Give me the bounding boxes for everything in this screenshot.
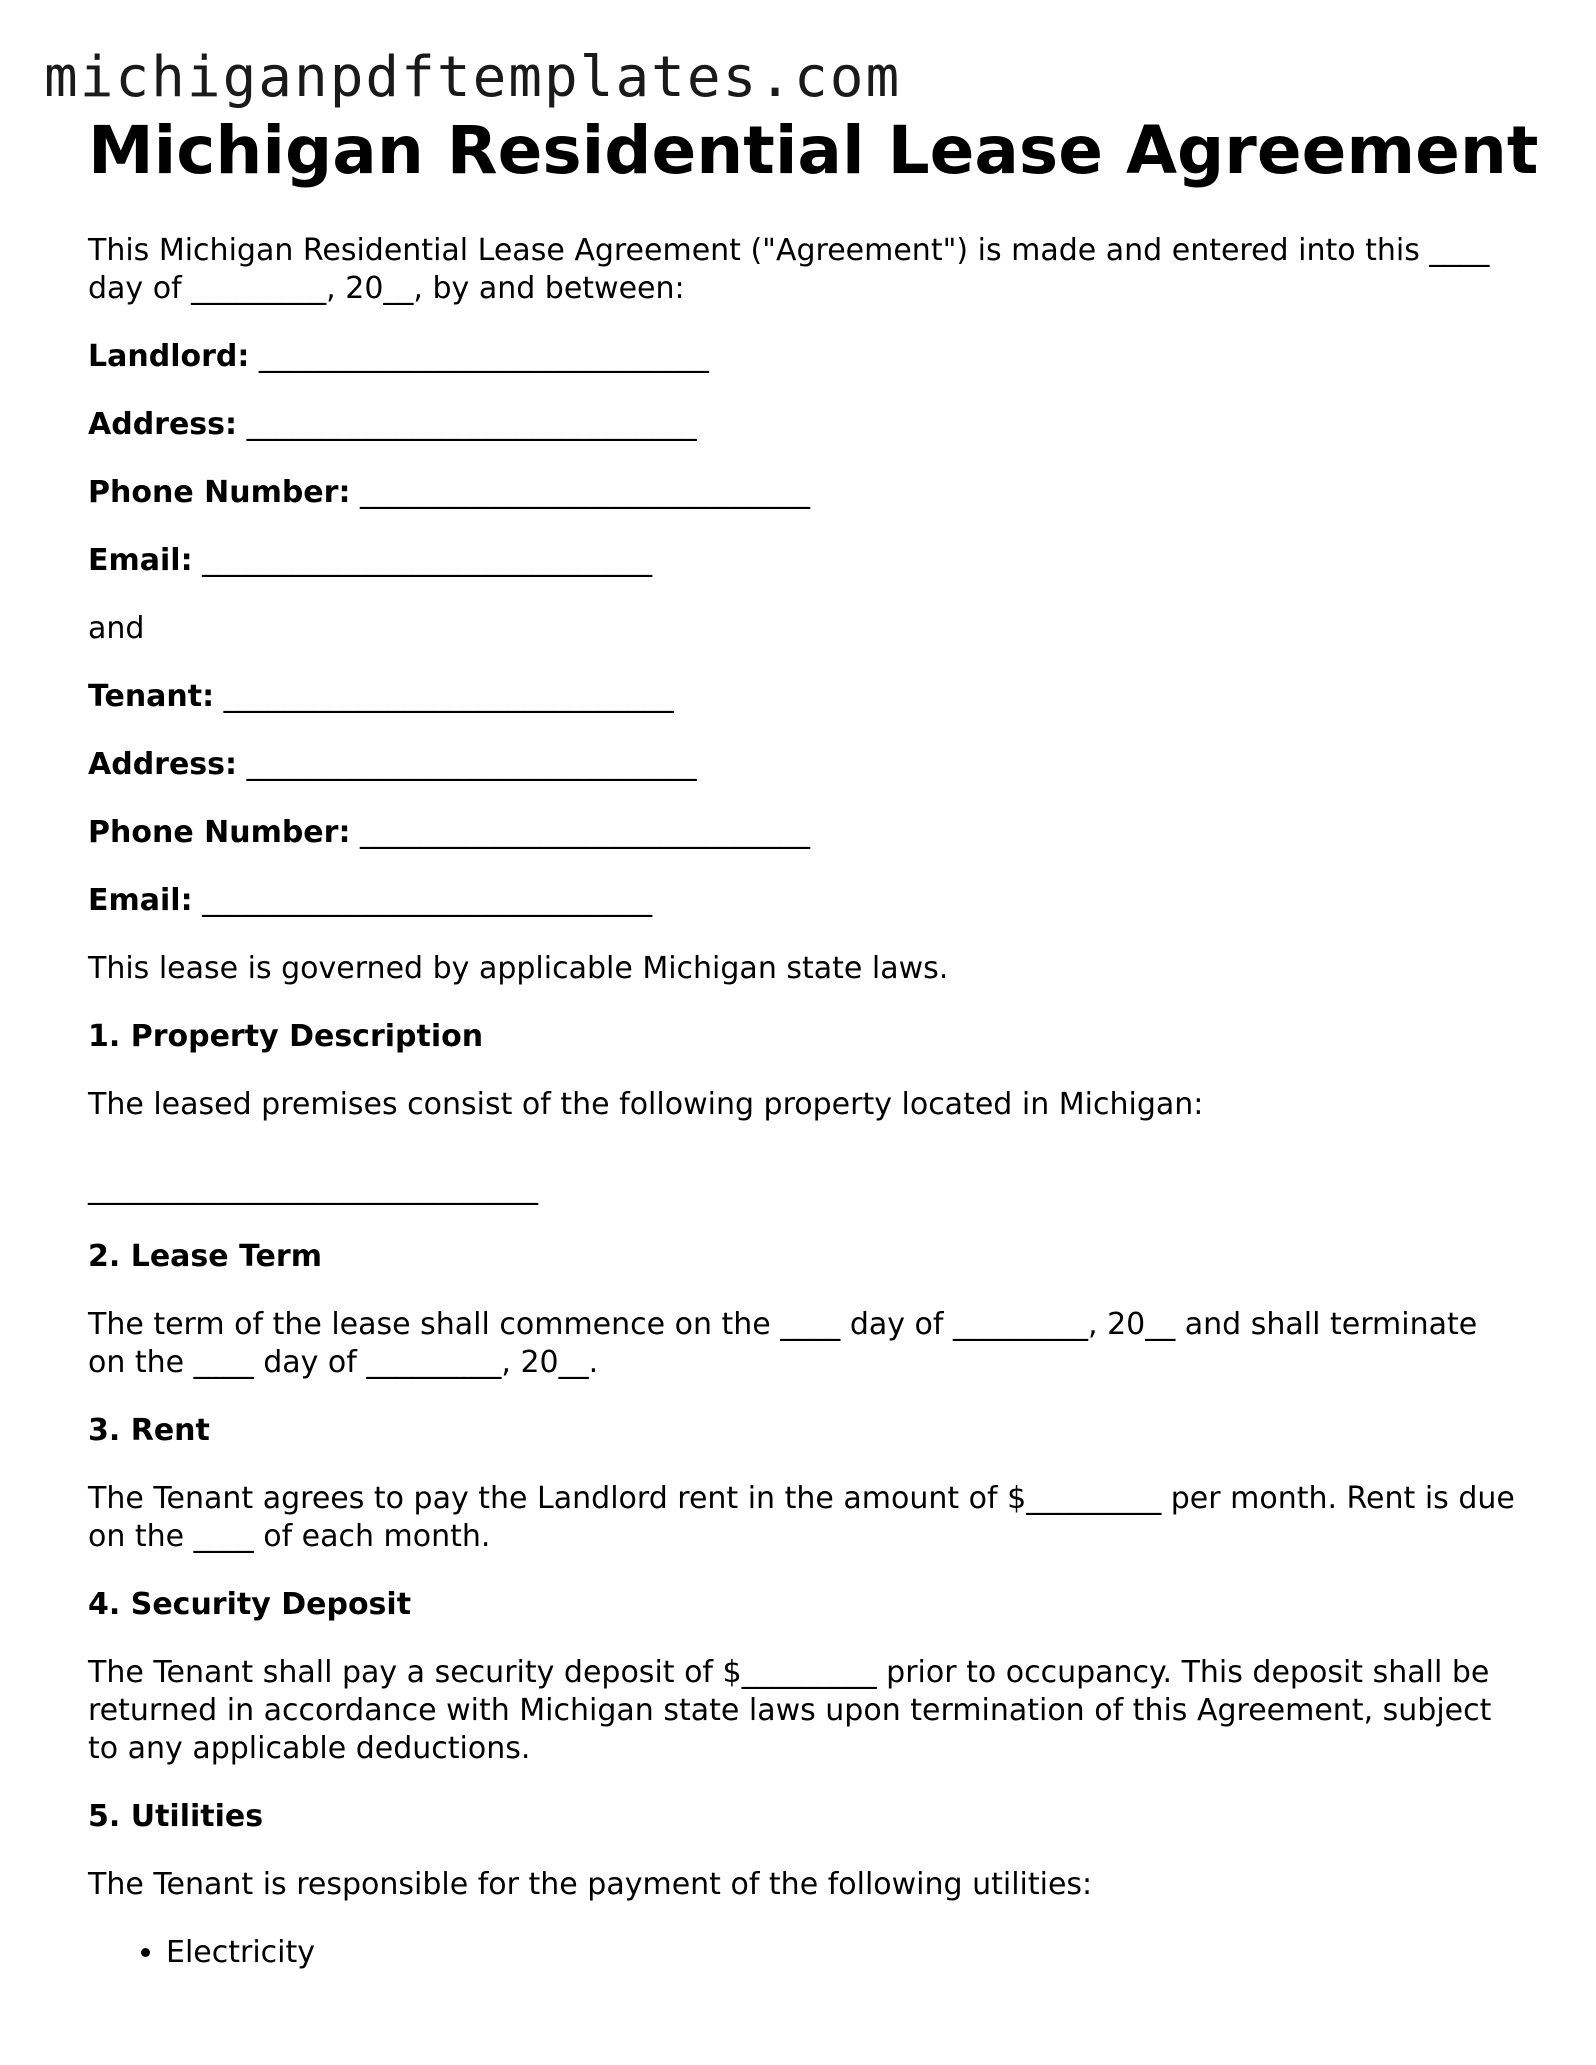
tenant-phone-label: Phone Number:	[88, 815, 351, 850]
landlord-email-field	[88, 542, 1518, 580]
section-text-utilities: The Tenant is responsible for the payment of the following utilities:	[88, 1867, 1093, 1902]
intro-paragraph: This Michigan Residential Lease Agreement ("Agreement") is made and entered into this ____ day of _________, 20__, by and between:	[88, 233, 1490, 306]
tenant-name-field	[88, 678, 1518, 716]
tenant-email-blank: ______________________________	[202, 883, 653, 918]
section-title-property: 1. Property Description	[88, 1019, 484, 1054]
landlord-phone-blank: ______________________________	[360, 475, 810, 510]
property-blank-line: ______________________________	[88, 1171, 538, 1206]
tenant-email-field	[88, 882, 1518, 920]
governing-law-text: This lease is governed by applicable Michigan state laws.	[88, 951, 949, 986]
landlord-name-blank: ______________________________	[258, 339, 709, 374]
landlord-email-label: Email:	[88, 543, 193, 578]
document-page	[88, 110, 1539, 1972]
section-text-lease-term: The term of the lease shall commence on the ____ day of _________, 20__ and shall terminate on the ____ day of _________, 20__.	[88, 1307, 1478, 1380]
landlord-name-field	[88, 338, 1518, 376]
tenant-name-label: Tenant:	[88, 679, 215, 714]
tenant-name-blank: ______________________________	[223, 679, 674, 714]
landlord-phone-label: Phone Number:	[88, 475, 351, 510]
tenant-address-label: Address:	[88, 747, 238, 782]
landlord-address-blank: ______________________________	[246, 407, 697, 442]
section-title-lease-term: 2. Lease Term	[88, 1239, 322, 1274]
list-item: • Electricity	[166, 1934, 1518, 1972]
watermark: michiganpdftemplates.com	[44, 45, 902, 110]
section-text-security-deposit: The Tenant shall pay a security deposit of $_________ prior to occupancy. This deposit shall be returned in accordance with Michigan state laws upon termination of this Agreement, subject to any applicable deductions.	[88, 1655, 1492, 1766]
landlord-email-blank: ______________________________	[202, 543, 653, 578]
tenant-phone-field	[88, 814, 1518, 852]
tenant-email-label: Email:	[88, 883, 193, 918]
tenant-phone-blank: ______________________________	[360, 815, 810, 850]
landlord-name-label: Landlord:	[88, 339, 250, 374]
utilities-list	[88, 1934, 1518, 1972]
section-title-utilities: 5. Utilities	[88, 1799, 264, 1834]
landlord-address-label: Address:	[88, 407, 238, 442]
tenant-address-blank: ______________________________	[246, 747, 697, 782]
landlord-phone-field	[88, 474, 1518, 512]
section-text-property: The leased premises consist of the following property located in Michigan:	[88, 1087, 1204, 1122]
section-text-rent: The Tenant agrees to pay the Landlord rent in the amount of $_________ per month. Rent is due on the ____ of each month.	[88, 1481, 1515, 1554]
landlord-address-field	[88, 406, 1518, 444]
section-title-rent: 3. Rent	[88, 1413, 210, 1448]
document-title: Michigan Residential Lease Agreement	[88, 112, 1539, 189]
and-text: and	[88, 611, 145, 646]
section-title-security-deposit: 4. Security Deposit	[88, 1587, 412, 1622]
tenant-address-field	[88, 746, 1518, 784]
